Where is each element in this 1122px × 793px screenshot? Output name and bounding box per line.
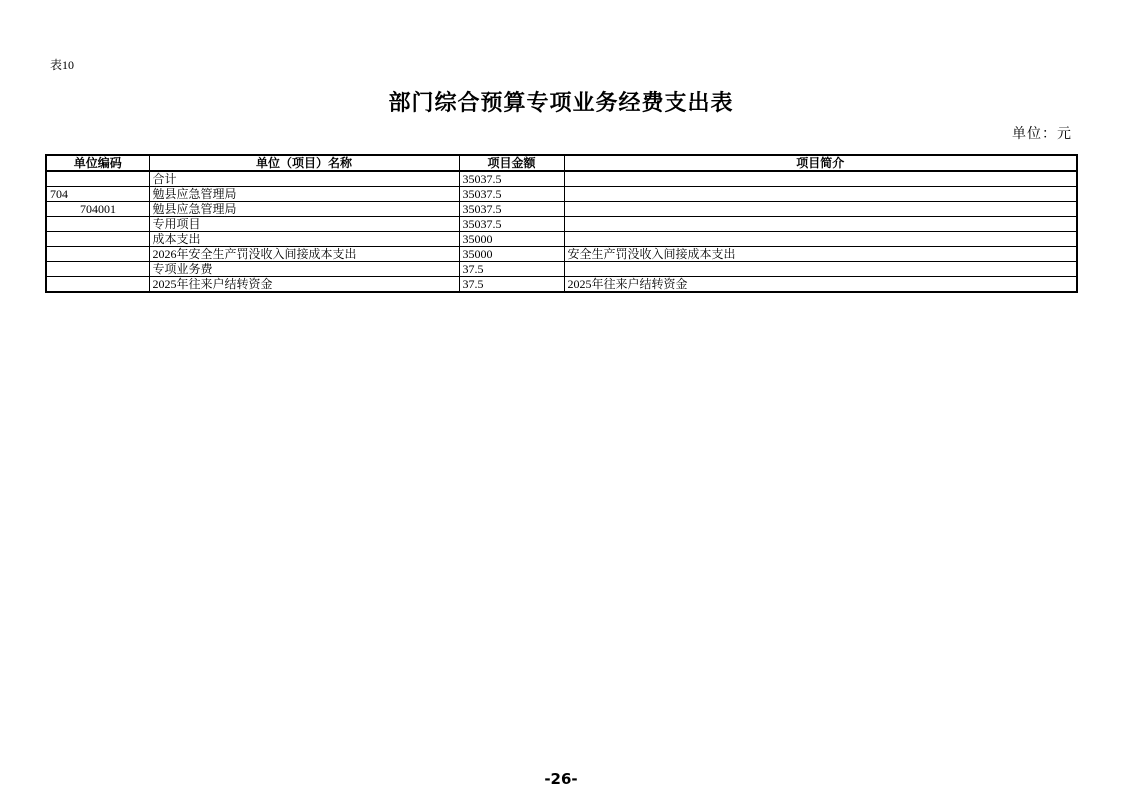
- cell-unit-code: [46, 277, 149, 293]
- cell-name: 专用项目: [149, 217, 459, 232]
- cell-amount: 37.5: [459, 277, 564, 293]
- cell-amount: 35037.5: [459, 202, 564, 217]
- cell-intro: [564, 202, 1077, 217]
- col-header-project-amount: 项目金额: [459, 155, 564, 171]
- cell-amount: 35037.5: [459, 171, 564, 187]
- table-row: [46, 247, 1077, 262]
- cell-amount: 35000: [459, 232, 564, 247]
- cell-intro: [564, 232, 1077, 247]
- table-number-label: 表10: [50, 58, 75, 72]
- table-row: [46, 171, 1077, 187]
- cell-amount: 35037.5: [459, 217, 564, 232]
- cell-amount: 37.5: [459, 262, 564, 277]
- table-row: [46, 187, 1077, 202]
- budget-table: [45, 154, 1078, 293]
- cell-intro: [564, 171, 1077, 187]
- col-header-project-intro: 项目简介: [564, 155, 1077, 171]
- cell-name: 勉县应急管理局: [149, 202, 459, 217]
- table-row: [46, 262, 1077, 277]
- cell-intro: [564, 262, 1077, 277]
- cell-unit-code: 704: [46, 187, 149, 202]
- cell-unit-code: [46, 217, 149, 232]
- cell-intro: 2025年往来户结转资金: [564, 277, 1077, 293]
- page-number: -26-: [544, 770, 578, 788]
- cell-name: 2025年往来户结转资金: [149, 277, 459, 293]
- col-header-unit-project-name: 单位（项目）名称: [149, 155, 459, 171]
- unit-note: 单位：元: [1012, 127, 1072, 142]
- cell-name: 2026年安全生产罚没收入间接成本支出: [149, 247, 459, 262]
- cell-intro: [564, 187, 1077, 202]
- cell-name: 勉县应急管理局: [149, 187, 459, 202]
- cell-name: 成本支出: [149, 232, 459, 247]
- page-title: 部门综合预算专项业务经费支出表: [388, 91, 734, 116]
- cell-unit-code: [46, 262, 149, 277]
- table-row: [46, 277, 1077, 293]
- cell-unit-code: [46, 171, 149, 187]
- table-row: [46, 217, 1077, 232]
- table-header-row: [46, 155, 1077, 171]
- cell-name: 专项业务费: [149, 262, 459, 277]
- cell-amount: 35000: [459, 247, 564, 262]
- cell-amount: 35037.5: [459, 187, 564, 202]
- cell-unit-code: 704001: [46, 202, 149, 217]
- table-row: [46, 232, 1077, 247]
- cell-intro: [564, 217, 1077, 232]
- cell-unit-code: [46, 247, 149, 262]
- table-row: [46, 202, 1077, 217]
- cell-intro: 安全生产罚没收入间接成本支出: [564, 247, 1077, 262]
- cell-name: 合计: [149, 171, 459, 187]
- cell-unit-code: [46, 232, 149, 247]
- col-header-unit-code: 单位编码: [46, 155, 149, 171]
